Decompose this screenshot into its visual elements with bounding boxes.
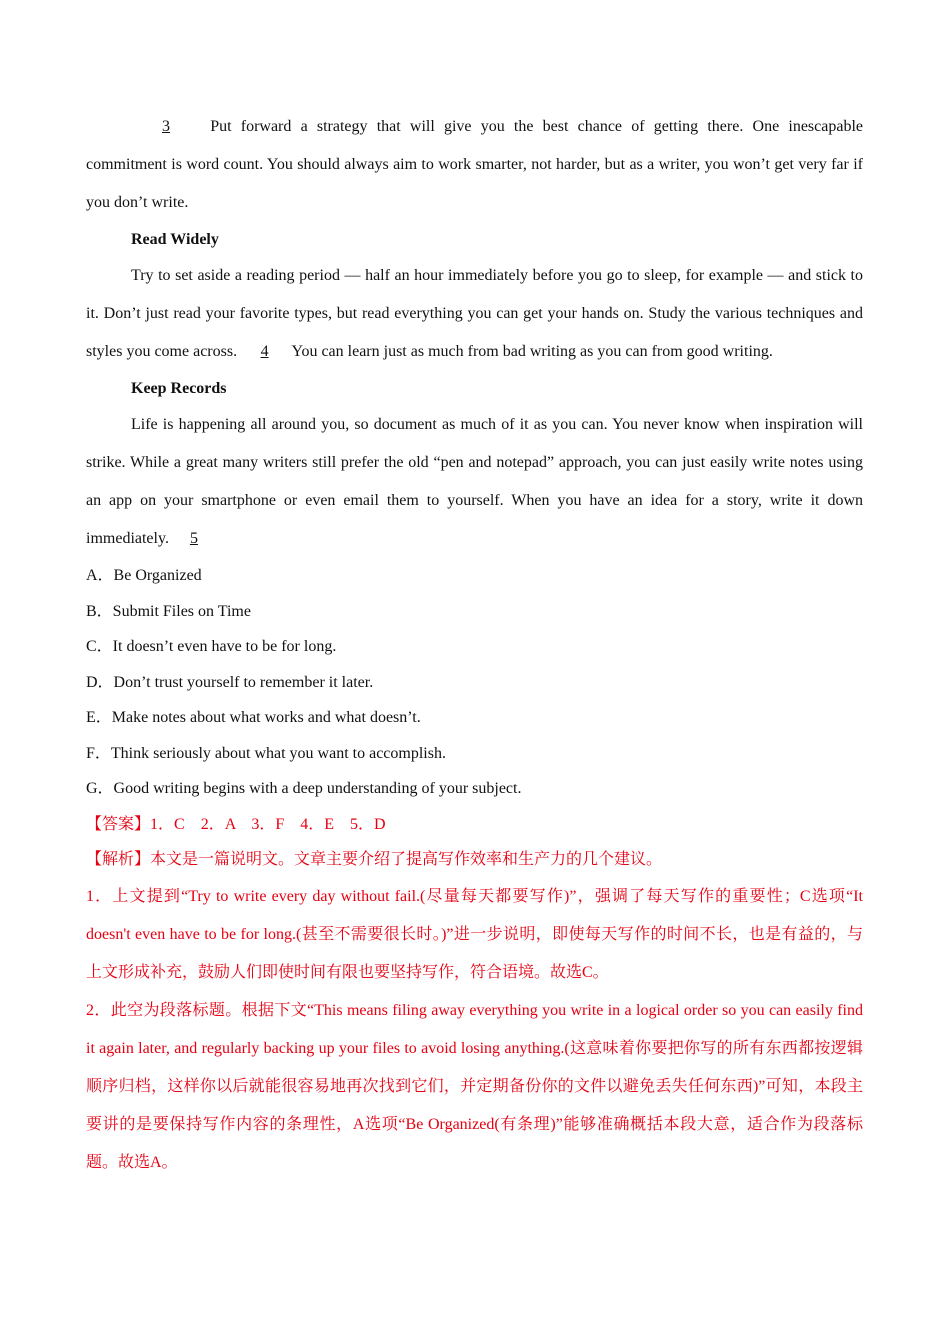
- paragraph-2-text-after: You can learn just as much from bad writing as you can from good writing.: [291, 343, 773, 360]
- passage-paragraph-3: [86, 406, 863, 558]
- passage-paragraph-2: [86, 257, 863, 371]
- passage-paragraph-1: [86, 108, 863, 222]
- paragraph-1-text: Put forward a strategy that will give you the best chance of getting there. One inescapable commitment is word count. You should always aim to work smarter, not harder, but as a writer, you won’t get very far if you don’t write.: [86, 118, 864, 211]
- document-page: [86, 108, 863, 1182]
- answer-text: 1．C 2．A 3．F 4．E 5．D: [150, 815, 386, 833]
- option-c: C．It doesn’t even have to be for long.: [86, 638, 337, 655]
- option-a: A．Be Organized: [86, 567, 202, 584]
- paragraph-3-text: Life is happening all around you, so document as much of it as you can. You never know when inspiration will strike. While a great many writers still prefer the old “pen and notepad” approach, you can just easily write notes using an app on your smartphone or even email them to yourself. When you have an idea for a story, write it down immediately.: [86, 416, 863, 547]
- explanation-2: 2．此空为段落标题。根据下文“This means filing away everything you write in a logical order so you can easily find it again later, and regularly backing up your files to avoid losing anything.(这意味着你要把你写的所有东西都按逻辑顺序归档，这样你以后就能很容易地再次找到它们，并定期备份你的文件以避免丢失任何东西)”可知，本段主要讲的是要保持写作内容的条理性，A选项“Be Organized(有条理)”能够准确概括本段大意，适合作为段落标题。故选A。: [86, 1001, 863, 1171]
- blank-3: 3: [162, 118, 170, 135]
- options-list: [86, 558, 863, 807]
- explanation-1: 1．上文提到“Try to write every day without fail.(尽量每天都要写作)”，强调了每天写作的重要性；C选项“It doesn't even have to be for long.(甚至不需要很长时。)”进一步说明，即使每天写作的时间不长，也是有益的，与上文形成补充，鼓励人们即使时间有限也要坚持写作，符合语境。故选C。: [86, 887, 863, 981]
- option-f: F．Think seriously about what you want to accomplish.: [86, 744, 446, 762]
- analysis-line: [86, 842, 863, 878]
- option-b: B．Submit Files on Time: [86, 602, 251, 620]
- option-e: E．Make notes about what works and what doesn’t.: [86, 709, 421, 726]
- heading-keep-records: Keep Records: [131, 380, 227, 397]
- option-g: G．Good writing begins with a deep understanding of your subject.: [86, 780, 522, 797]
- answer-line: [86, 807, 863, 843]
- option-d: D．Don’t trust yourself to remember it later.: [86, 673, 374, 691]
- blank-4: 4: [260, 343, 269, 360]
- heading-read-widely: Read Widely: [131, 231, 219, 248]
- blank-5: 5: [189, 530, 198, 547]
- analysis-tag: 【解析】: [86, 851, 151, 868]
- paragraph-2-text-before: Try to set aside a reading period — half an hour immediately before you go to sleep, for example — and stick to it. Don’t just read your favorite types, but read everything you can get your hands on. Study the various techniques and styles you come across.: [86, 267, 863, 360]
- answer-tag: 【答案】: [86, 815, 151, 833]
- analysis-text: 本文是一篇说明文。文章主要介绍了提高写作效率和生产力的几个建议。: [150, 851, 663, 868]
